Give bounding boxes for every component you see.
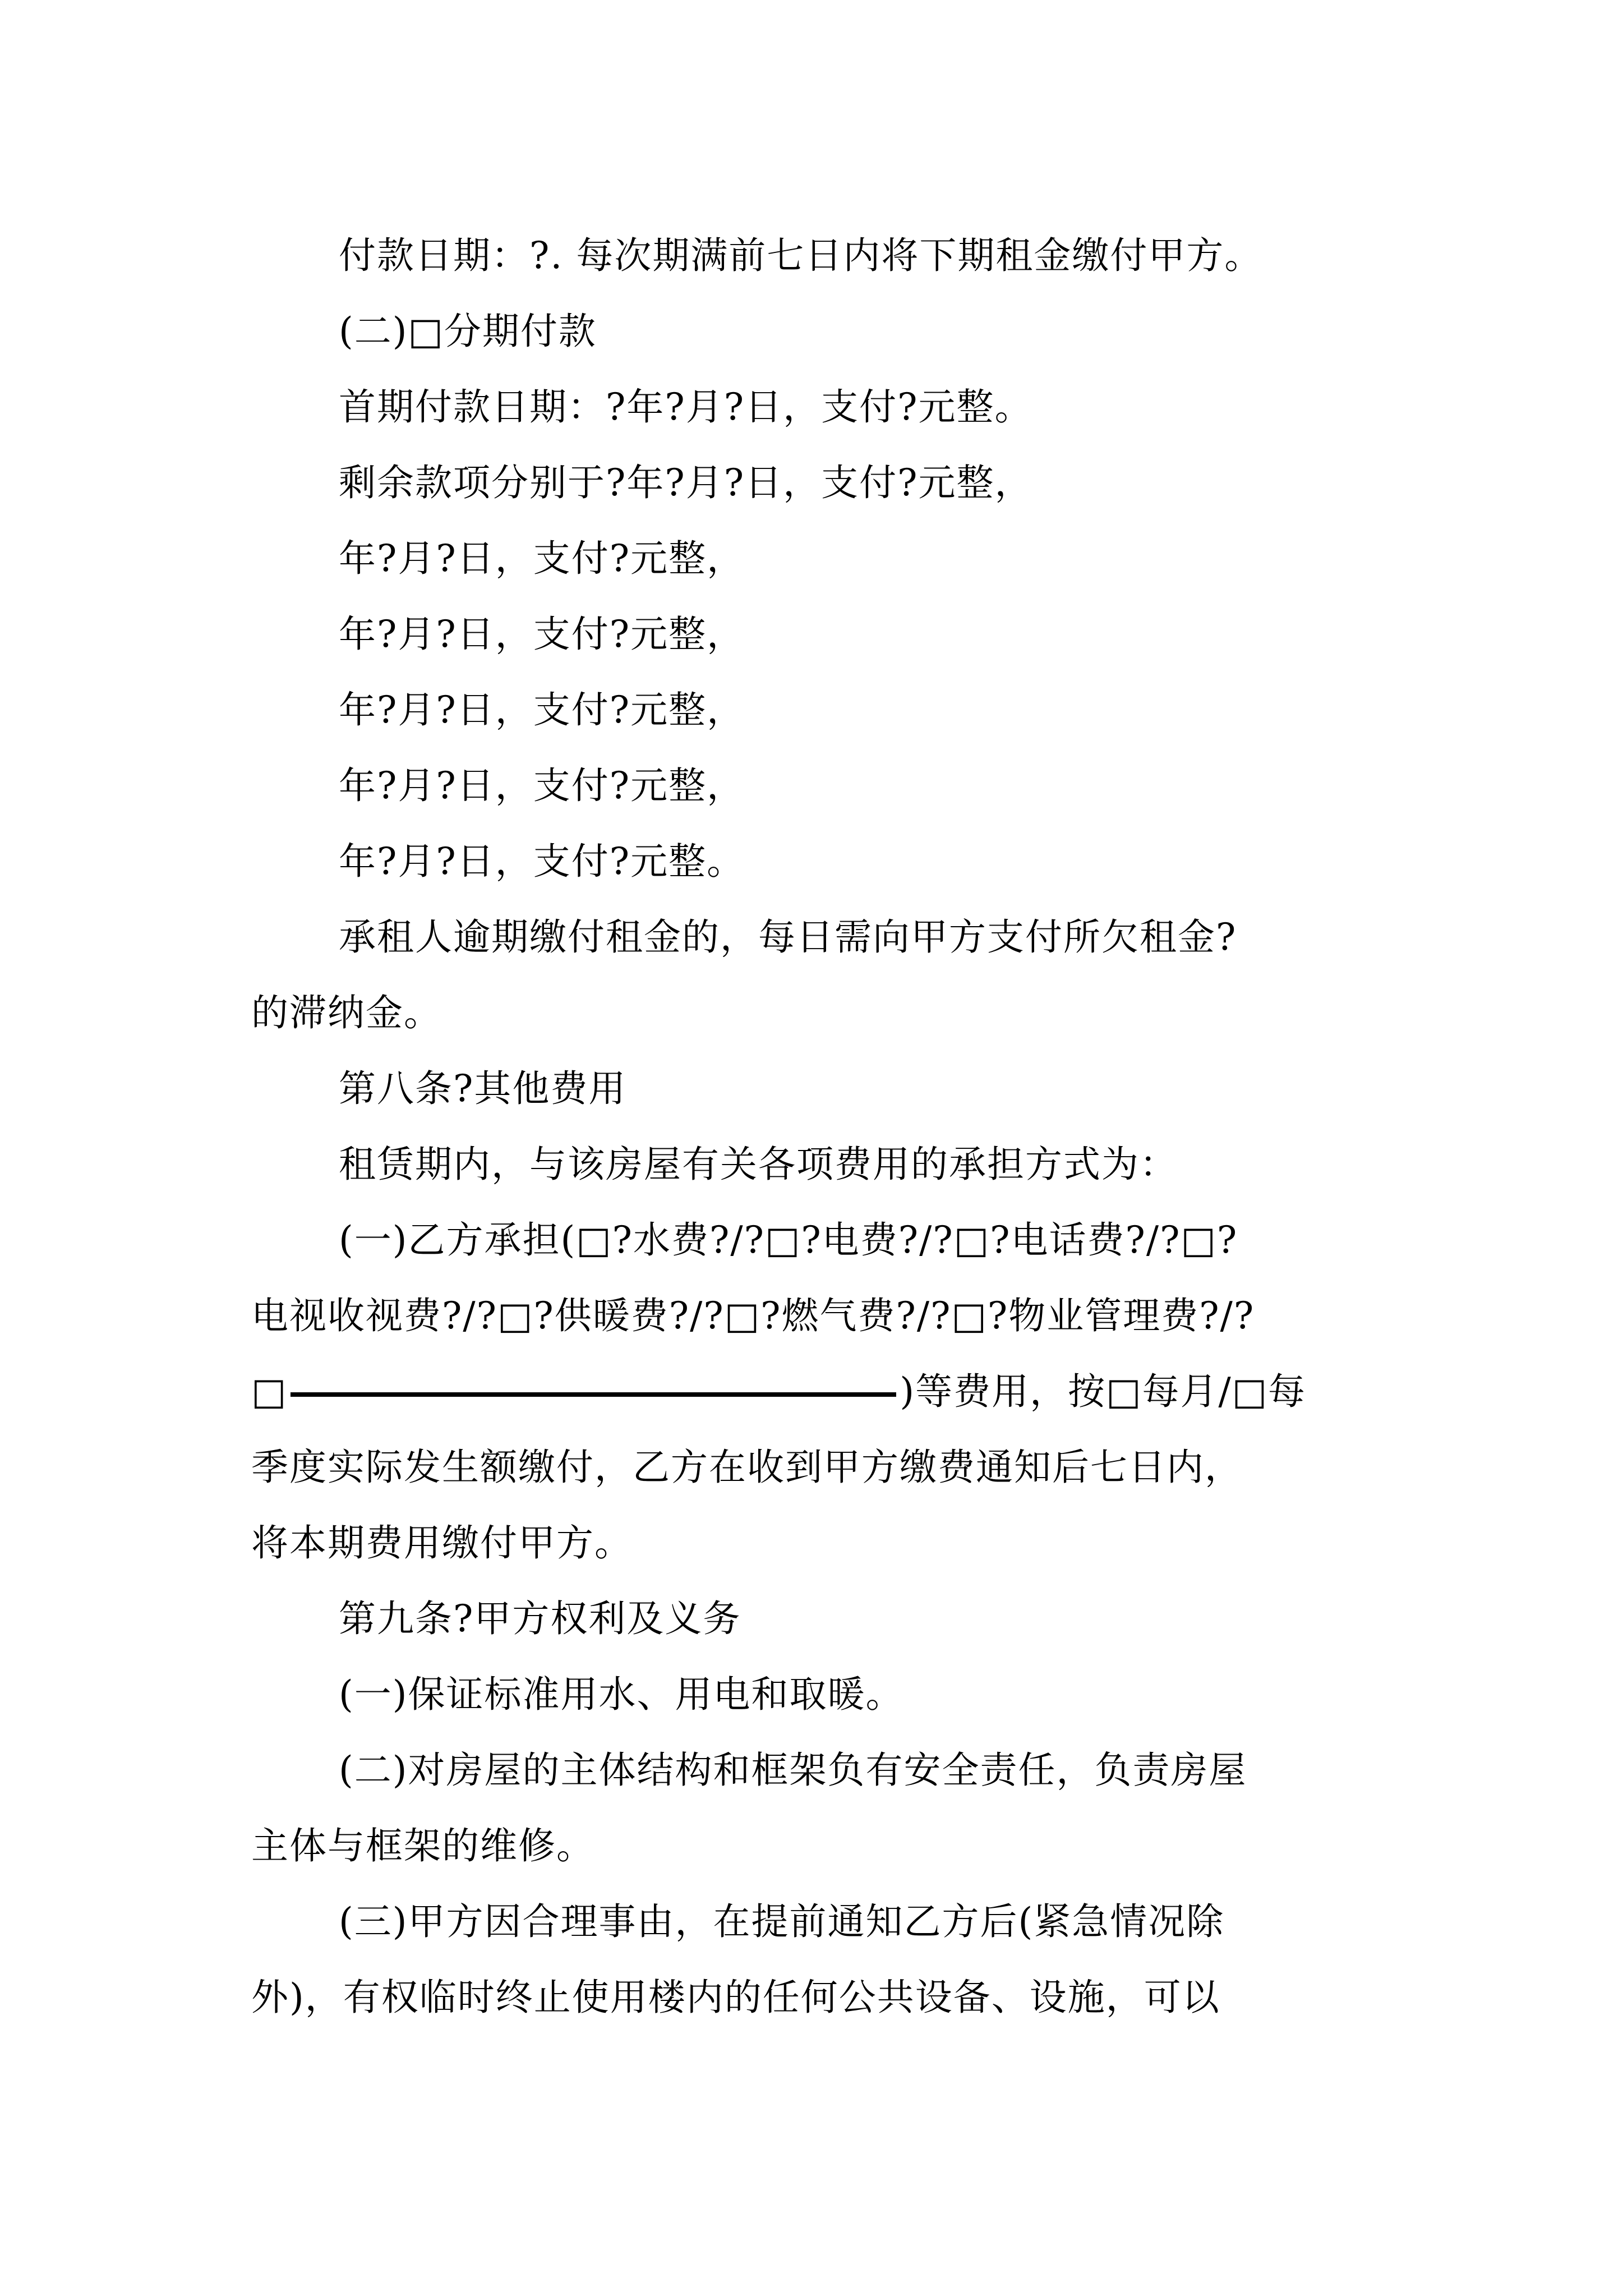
paragraph-line: 首期付款日期：?年?月?日，支付?元整。 xyxy=(339,385,1033,429)
paragraph-line: 剩余款项分别于?年?月?日，支付?元整， xyxy=(339,461,1033,504)
section-heading: 第八条?其他费用 xyxy=(339,1067,627,1110)
paragraph-line: 的滞纳金。 xyxy=(251,991,442,1034)
paragraph-line: 租赁期内，与该房屋有关各项费用的承担方式为： xyxy=(339,1143,1178,1186)
paragraph-line: 季度实际发生额缴付，乙方在收到甲方缴费通知后七日内， xyxy=(251,1446,1243,1489)
paragraph-line: (二)□分期付款 xyxy=(339,310,597,353)
paragraph-line: 年?月?日，支付?元整。 xyxy=(339,840,745,883)
paragraph-line: 年?月?日，支付?元整， xyxy=(339,537,745,580)
paragraph-line: (二)对房屋的主体结构和框架负有安全责任，负责房屋 xyxy=(339,1749,1247,1792)
paragraph-line: (一)保证标准用水、用电和取暖。 xyxy=(339,1673,904,1716)
paragraph-line: 主体与框架的维修。 xyxy=(251,1824,594,1867)
paragraph-line: (一)乙方承担(□?水费?/?□?电费?/?□?电话费?/?□? xyxy=(339,1218,1238,1262)
fill-in-line-tail: )等费用，按□每月/□每 xyxy=(900,1370,1307,1413)
paragraph-line: 年?月?日，支付?元整， xyxy=(339,688,745,731)
paragraph-line: 外)，有权临时终止使用楼内的任何公共设备、设施，可以 xyxy=(251,1976,1220,2019)
paragraph-line: 年?月?日，支付?元整， xyxy=(339,764,745,807)
checkbox-glyph: □ xyxy=(251,1370,288,1413)
blank-underline xyxy=(291,1392,896,1397)
fill-in-line xyxy=(251,1354,1390,1429)
paragraph-line: 年?月?日，支付?元整， xyxy=(339,613,745,656)
section-heading: 第九条?甲方权利及义务 xyxy=(339,1597,741,1640)
paragraph-line: 电视收视费?/?□?供暖费?/?□?燃气费?/?□?物业管理费?/? xyxy=(251,1294,1255,1337)
paragraph-line: 承租人逾期缴付租金的，每日需向甲方支付所欠租金? xyxy=(339,915,1237,959)
paragraph-line: (三)甲方因合理事由，在提前通知乙方后(紧急情况除 xyxy=(339,1900,1225,1943)
document-body xyxy=(251,218,1390,2035)
paragraph-line: 将本期费用缴付甲方。 xyxy=(251,1521,633,1565)
paragraph-line: 付款日期：?. 每次期满前七日内将下期租金缴付甲方。 xyxy=(339,234,1263,277)
